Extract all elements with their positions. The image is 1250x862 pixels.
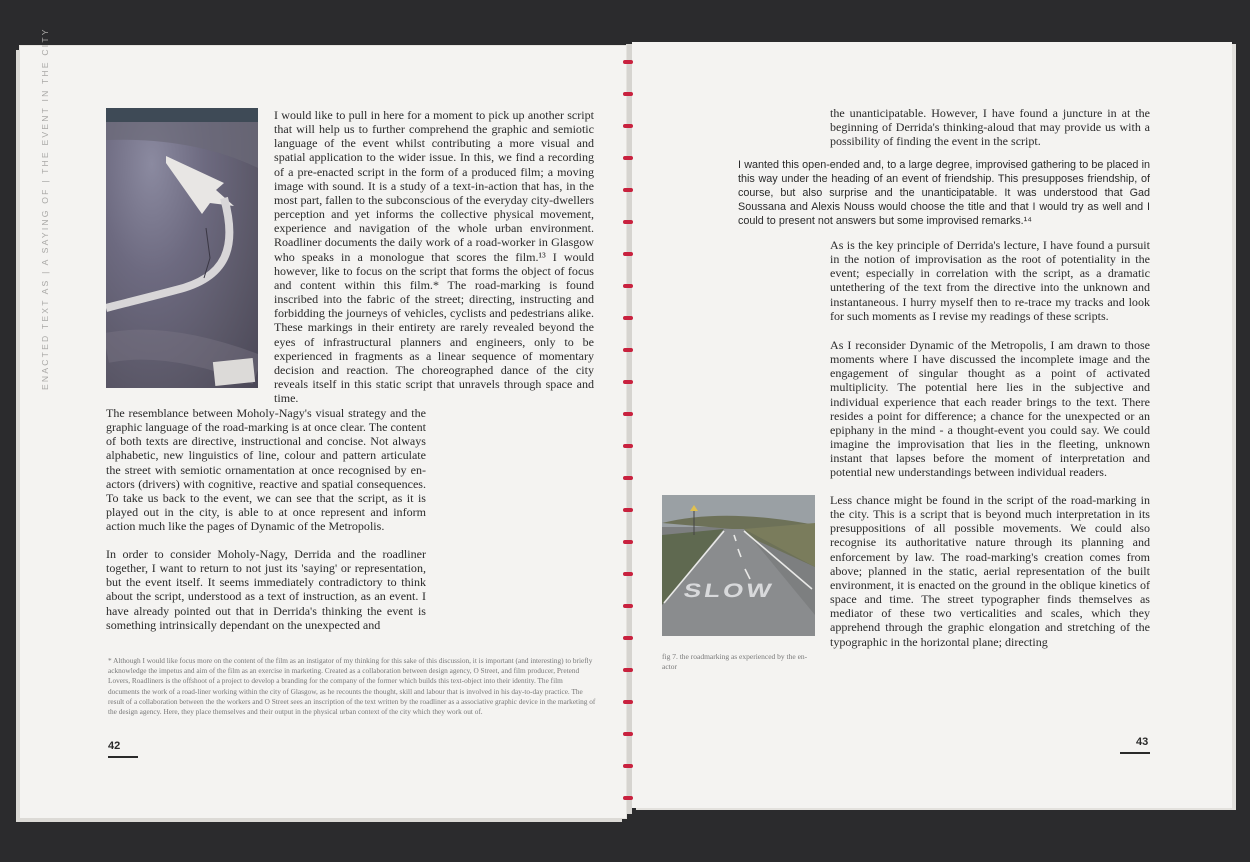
left-paragraph-3: In order to consider Moholy-Nagy, Derrida and the roadliner together, I want to return to not just its 'saying' or representation, but the event itself. It seems immediately contradictory to think about the script, understood as a text of instruction, as an event. I have already pointed out that in Derrida's thinking the event is something intrinsically dependant on the unexpected and: [106, 547, 426, 632]
running-title-vertical: ENACTED TEXT AS | A SAYING OF | THE EVENT IN THE CITY: [40, 27, 50, 390]
binding-stitch: [623, 220, 633, 224]
binding-stitch: [623, 188, 633, 192]
binding-stitch: [623, 764, 633, 768]
left-paragraph-1: I would like to pull in here for a moment to pick up another script that will help us to further comprehend the graphic and semiotic language of the event whilst contributing a more visual and spatial application to the wider issue. In this, we find a recording of a pre-enacted script in the form of a produced film; a moving image with sound. It is a study of a text-in-action that has, in the most part, fallen to the subconscious of the everyday city-dwellers perception and yet informs the collective physical movement, experience and navigation of the whole urban environment. Roadliner documents the daily work of a road-worker in Glasgow who speaks in a monologue that scores the film.¹³ I would however, like to focus on the script that forms the object of focus and content within this film.* The road-marking is found inscribed into the fabric of the street; directing, instructing and forbidding the journeys of vehicles, cyclists and pedestrians alike. These markings in their entirety are rarely revealed beyond the eyes of infrastructural planners and engineers, only to be experienced in fragments as a linear sequence of momentary decision and reaction. The choreographed dance of the city reveals itself in this static script that unravels through space and time.: [274, 108, 594, 406]
road-marking-slow: SLOW: [681, 578, 777, 602]
footnote: * Although I would like focus more on the content of the film as an instigator of my thinking for this sake of this discussion, it is important (and interesting) to briefly acknowledge the impetus and aim of the film as an exercise in marketing. Created as a collaboration between design agency, O Street, and film producer, Pretend Lovers, Roadliners is the offshoot of a project to develop a branding for the company of the former which builds this text-object into their identity. The film documents the work of a road-liner working within the city of Glasgow, as he recounts the thought, skill and labour that is involved in his day-to-day practice. The result of a collaboration between the the workers and O Street sees an inscription of the text written by the roadliner as a associative graphic device in the marketing of the design agency. Here, they place themselves and their output in the physical urban context of the city which they work out of.: [108, 656, 596, 717]
binding-stitch: [623, 540, 633, 544]
binding-stitch: [623, 700, 633, 704]
right-paragraph-2: As is the key principle of Derrida's lecture, I have found a pursuit in the notion of improvisation as the root of potentiality in the event; especially in correlation with the script, as a dramatic untethering of the text from the directive into the unknown and instantaneous. I hurry myself then to re-trace my tracks and look for such moments as I revise my readings of these scripts.: [830, 238, 1150, 323]
block-quote: I wanted this open-ended and, to a large degree, improvised gathering to be placed in this way under the heading of an event of friendship. This presupposes friendship, of course, but also surprise and the unanticipatable. It was understood that Gad Soussana and Alexis Nouss would choose the title and that I would try as well and I could to present not answers but some improvised remarks.¹⁴: [738, 159, 1150, 228]
page-number-left: 42: [108, 740, 121, 752]
road-arrow-photo: [106, 108, 258, 388]
binding-stitch: [623, 572, 633, 576]
binding-stitch: [623, 732, 633, 736]
binding-stitch: [623, 156, 633, 160]
binding-stitch: [623, 476, 633, 480]
binding-stitch: [623, 412, 633, 416]
page-number-right: 43: [1136, 736, 1149, 748]
left-paragraph-2: The resemblance between Moholy-Nagy's visual strategy and the graphic language of the road-marking is at once clear. The content of both texts are directive, instructional and concise. Not always alphabetic, new linguistics of line, colour and pattern articulate the street with semiotic ornamentation at once recognised by en-actors (drivers) with cognitive, reactive and spatial consequences. To take us back to the event, we can see that the script, as it is played out in the city, is able to at once represent and inform action much like the pages of Dynamic of the Metropolis.: [106, 406, 426, 534]
page-number-rule-right: [1120, 752, 1150, 754]
right-paragraph-4: Less chance might be found in the script of the road-marking in the city. This is a script that is beyond much interpretation in its presuppositions of all possible movements. We could also recognise its authoritative nature through its planning and enforcement by law. The road-marking's creation comes from above; planned in the static, aerial representation of the built environment, it is enacted on the ground in the oblique kinetics of space and time. The street typographer finds themselves as mediator of these two verticalities and scales, which they apprehend through the graphic elongation and stretching of the typographic in the horizontal plane; directing: [830, 493, 1150, 649]
binding-stitch: [623, 444, 633, 448]
binding-stitch: [623, 60, 633, 64]
binding-stitch: [623, 604, 633, 608]
binding-stitch: [623, 348, 633, 352]
binding-stitch: [623, 796, 633, 800]
binding-stitch: [623, 380, 633, 384]
binding-stitch: [623, 316, 633, 320]
figure-caption: fig 7. the roadmarking as experienced by the en-actor: [662, 652, 808, 671]
right-paragraph-3: As I reconsider Dynamic of the Metropolis, I am drawn to those moments where I have discussed the incomplete image and the engagement of singular thought as a point of activated multiplicity. The potential here lies in the subjective and individual experience that each reader brings to the text. There resides a point for difference; a chance for the unexpected or an epiphany in the mind - a thought-event you could say. We could imagine the improvisation that lies in the fleeting, unknown instant that lapses before the moment of interpretation and potential new understandings between individual readers.: [830, 338, 1150, 480]
slow-road-photo: [662, 495, 815, 636]
binding-stitch: [623, 636, 633, 640]
page-number-rule-left: [108, 756, 138, 758]
binding-stitch: [623, 284, 633, 288]
binding-stitch: [623, 668, 633, 672]
binding-stitch: [623, 124, 633, 128]
binding-stitch: [623, 252, 633, 256]
right-paragraph-1: the unanticipatable. However, I have found a juncture in at the beginning of Derrida's thinking-aloud that may provide us with a possibility of finding the event in the script.: [830, 106, 1150, 149]
binding-stitch: [623, 508, 633, 512]
binding-stitch: [623, 92, 633, 96]
